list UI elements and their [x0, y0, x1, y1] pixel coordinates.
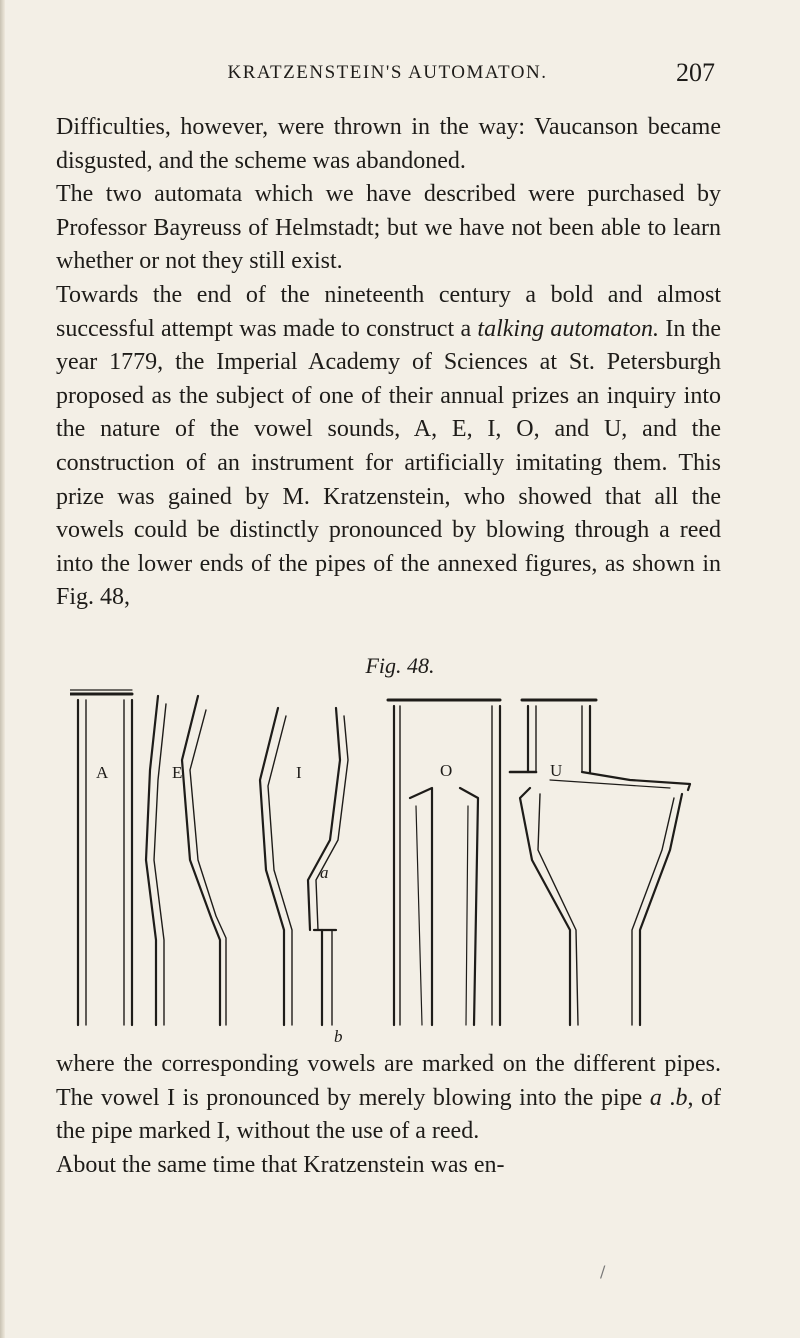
figure-caption: Fig. 48.	[365, 653, 435, 678]
text-run: , of the pipe marked I, without the use of a reed.	[56, 1084, 722, 1145]
text-run: .	[661, 1084, 676, 1111]
pipe-i	[260, 708, 348, 1025]
paragraph	[56, 178, 721, 279]
pipe-a	[70, 690, 132, 1025]
pipe-e	[146, 696, 226, 1025]
italic-text: talking automaton.	[477, 315, 660, 342]
paragraph	[56, 1048, 721, 1149]
body-text-bottom	[56, 1048, 721, 1182]
label-a-lower: a	[320, 863, 329, 882]
label-o: O	[440, 761, 453, 780]
text-run: In the year 1779, the Imperial Academy of Sciences at St. Petersburgh proposed as the subject of one of their annual prizes an inquiry into the nature of the vowel sounds, A, E, I, O, and U, and the construction of an instrument for artificially imitating them. This prize was gained by M. Kratzenstein, who showed that all the vowels could be distinctly pronounced by blowing through a reed into the lower ends of the pipes of the annexed figures, as shown in Fig. 48,	[56, 315, 722, 611]
label-b-lower: b	[334, 1027, 343, 1046]
body-text-top	[56, 111, 721, 615]
label-i: I	[296, 763, 302, 782]
paragraph	[56, 1149, 721, 1183]
page-number: 207	[676, 58, 715, 87]
label-e: E	[172, 763, 183, 782]
text-run: Towards the end of the nineteenth century a bold and almost successful attempt was made to construct a	[56, 281, 721, 342]
label-a: A	[96, 763, 109, 782]
text-run: Difficulties, however, were thrown in the way: Vaucanson became disgusted, and the scheme was abandoned.	[56, 114, 721, 174]
text-run: The two automata which we have described were purchased by Professor Bayreuss of Helmstadt; but we have not been able to learn whether or not they still exist.	[56, 181, 721, 275]
text-run: where the corresponding vowels are marked on the different pipes. The vowel I is pronounced by merely blowing into the pipe	[56, 1051, 721, 1111]
pipe-o	[388, 700, 500, 1025]
vowel-pipes-figure	[70, 680, 730, 1046]
running-title: KRATZENSTEIN'S AUTOMATON.	[227, 62, 548, 83]
footer-mark: /	[600, 1262, 606, 1281]
italic-text: b	[675, 1084, 688, 1111]
paragraph	[56, 279, 721, 615]
text-run: About the same time that Kratzenstein was en-	[56, 1151, 505, 1178]
running-head	[60, 58, 715, 87]
italic-text: a	[649, 1084, 662, 1111]
label-u: U	[550, 761, 563, 780]
paragraph	[56, 111, 721, 178]
pipe-u	[510, 700, 690, 1025]
